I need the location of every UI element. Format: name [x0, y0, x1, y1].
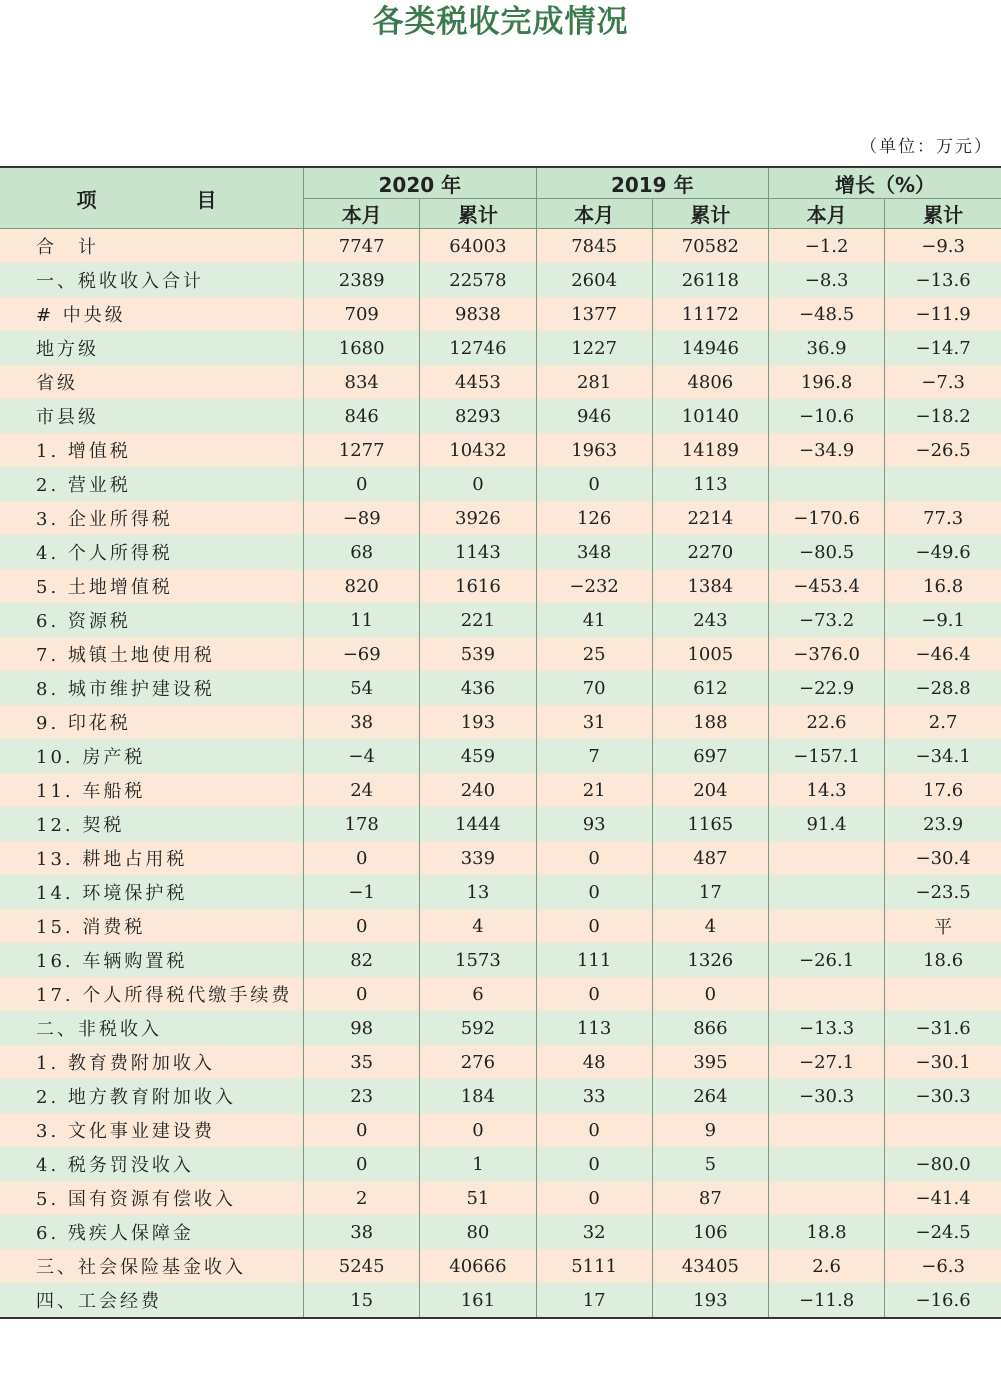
- cell-value: 1326: [652, 943, 768, 977]
- cell-value: 32: [536, 1215, 652, 1249]
- cell-value: 612: [652, 671, 768, 705]
- cell-value: −8.3: [768, 263, 884, 297]
- cell-value: 1165: [652, 807, 768, 841]
- cell-value: 51: [420, 1181, 536, 1215]
- cell-value: −30.4: [885, 841, 1001, 875]
- cell-value: 4: [420, 909, 536, 943]
- cell-value: 11172: [652, 297, 768, 331]
- cell-value: −30.1: [885, 1045, 1001, 1079]
- cell-value: 5245: [304, 1249, 420, 1283]
- table-row: [0, 807, 1001, 841]
- cell-value: −9.3: [885, 229, 1001, 264]
- row-label: 17. 个人所得税代缴手续费: [0, 977, 304, 1011]
- cell-value: 25: [536, 637, 652, 671]
- unit-label: （单位：万元）: [860, 137, 993, 157]
- cell-value: −157.1: [768, 739, 884, 773]
- row-label: 11. 车船税: [0, 773, 304, 807]
- cell-value: −26.5: [885, 433, 1001, 467]
- cell-value: 0: [536, 841, 652, 875]
- cell-value: 0: [536, 1113, 652, 1147]
- cell-value: 0: [536, 1147, 652, 1181]
- cell-value: 178: [304, 807, 420, 841]
- table-row: [0, 1079, 1001, 1113]
- cell-value: [768, 1181, 884, 1215]
- header-sub: 累计: [420, 199, 536, 229]
- cell-value: 12746: [420, 331, 536, 365]
- cell-value: 0: [652, 977, 768, 1011]
- table-header: [0, 167, 1001, 229]
- cell-value: −232: [536, 569, 652, 603]
- cell-value: [768, 841, 884, 875]
- cell-value: 276: [420, 1045, 536, 1079]
- cell-value: 1444: [420, 807, 536, 841]
- cell-value: 7845: [536, 229, 652, 264]
- cell-value: 1005: [652, 637, 768, 671]
- row-label: 3. 文化事业建设费: [0, 1113, 304, 1147]
- table-row: [0, 535, 1001, 569]
- row-label: 三、社会保险基金收入: [0, 1249, 304, 1283]
- cell-value: 697: [652, 739, 768, 773]
- cell-value: 2: [304, 1181, 420, 1215]
- cell-value: 2.6: [768, 1249, 884, 1283]
- table-row: [0, 1215, 1001, 1249]
- cell-value: 1573: [420, 943, 536, 977]
- cell-value: 4453: [420, 365, 536, 399]
- cell-value: 7747: [304, 229, 420, 264]
- table-row: [0, 705, 1001, 739]
- table-row: [0, 841, 1001, 875]
- cell-value: −376.0: [768, 637, 884, 671]
- cell-value: [768, 909, 884, 943]
- cell-value: 13: [420, 875, 536, 909]
- cell-value: 0: [536, 977, 652, 1011]
- cell-value: 35: [304, 1045, 420, 1079]
- cell-value: 48: [536, 1045, 652, 1079]
- cell-value: 2389: [304, 263, 420, 297]
- table-row: [0, 569, 1001, 603]
- cell-value: 126: [536, 501, 652, 535]
- cell-value: −14.7: [885, 331, 1001, 365]
- header-sub: 累计: [652, 199, 768, 229]
- cell-value: 11: [304, 603, 420, 637]
- cell-value: 1384: [652, 569, 768, 603]
- cell-value: 41: [536, 603, 652, 637]
- cell-value: 111: [536, 943, 652, 977]
- cell-value: 184: [420, 1079, 536, 1113]
- row-label: 3. 企业所得税: [0, 501, 304, 535]
- cell-value: −170.6: [768, 501, 884, 535]
- row-label: 5. 土地增值税: [0, 569, 304, 603]
- cell-value: 2604: [536, 263, 652, 297]
- cell-value: −31.6: [885, 1011, 1001, 1045]
- cell-value: 93: [536, 807, 652, 841]
- row-label: 省级: [0, 365, 304, 399]
- cell-value: −34.1: [885, 739, 1001, 773]
- cell-value: 1227: [536, 331, 652, 365]
- row-label: 7. 城镇土地使用税: [0, 637, 304, 671]
- cell-value: 866: [652, 1011, 768, 1045]
- cell-value: 26118: [652, 263, 768, 297]
- cell-value: 9838: [420, 297, 536, 331]
- cell-value: −4: [304, 739, 420, 773]
- cell-value: 82: [304, 943, 420, 977]
- cell-value: −7.3: [885, 365, 1001, 399]
- cell-value: −453.4: [768, 569, 884, 603]
- row-label: 合 计: [0, 229, 304, 264]
- cell-value: 0: [304, 977, 420, 1011]
- cell-value: 281: [536, 365, 652, 399]
- cell-value: 0: [304, 467, 420, 501]
- cell-value: 243: [652, 603, 768, 637]
- cell-value: 77.3: [885, 501, 1001, 535]
- table-row: [0, 1045, 1001, 1079]
- header-item: 项 目: [0, 167, 304, 229]
- cell-value: −22.9: [768, 671, 884, 705]
- cell-value: 264: [652, 1079, 768, 1113]
- cell-value: 395: [652, 1045, 768, 1079]
- cell-value: −1.2: [768, 229, 884, 264]
- cell-value: 87: [652, 1181, 768, 1215]
- cell-value: [768, 1147, 884, 1181]
- row-label: 一、税收收入合计: [0, 263, 304, 297]
- cell-value: [768, 875, 884, 909]
- cell-value: −73.2: [768, 603, 884, 637]
- table-row: [0, 977, 1001, 1011]
- header-sub: 本月: [768, 199, 884, 229]
- cell-value: 0: [304, 1113, 420, 1147]
- table-row: [0, 1181, 1001, 1215]
- cell-value: 10140: [652, 399, 768, 433]
- cell-value: 459: [420, 739, 536, 773]
- table-row: [0, 1011, 1001, 1045]
- cell-value: −80.0: [885, 1147, 1001, 1181]
- cell-value: 193: [420, 705, 536, 739]
- cell-value: 0: [420, 467, 536, 501]
- cell-value: −49.6: [885, 535, 1001, 569]
- cell-value: 188: [652, 705, 768, 739]
- cell-value: 161: [420, 1283, 536, 1318]
- table-row: [0, 263, 1001, 297]
- header-sub: 本月: [304, 199, 420, 229]
- cell-value: −46.4: [885, 637, 1001, 671]
- cell-value: 9: [652, 1113, 768, 1147]
- cell-value: −1: [304, 875, 420, 909]
- cell-value: −27.1: [768, 1045, 884, 1079]
- cell-value: −30.3: [885, 1079, 1001, 1113]
- cell-value: 0: [304, 841, 420, 875]
- table-row: [0, 603, 1001, 637]
- cell-value: 0: [536, 909, 652, 943]
- table-row: [0, 297, 1001, 331]
- cell-value: 539: [420, 637, 536, 671]
- cell-value: [885, 1113, 1001, 1147]
- cell-value: 0: [536, 875, 652, 909]
- table-row: [0, 467, 1001, 501]
- row-label: 2. 地方教育附加收入: [0, 1079, 304, 1113]
- row-label: 6. 资源税: [0, 603, 304, 637]
- cell-value: 98: [304, 1011, 420, 1045]
- cell-value: 1616: [420, 569, 536, 603]
- cell-value: 820: [304, 569, 420, 603]
- table-row: [0, 671, 1001, 705]
- cell-value: 846: [304, 399, 420, 433]
- cell-value: 113: [652, 467, 768, 501]
- cell-value: 436: [420, 671, 536, 705]
- cell-value: [885, 467, 1001, 501]
- cell-value: 221: [420, 603, 536, 637]
- table-row: [0, 365, 1001, 399]
- cell-value: [768, 1113, 884, 1147]
- cell-value: −6.3: [885, 1249, 1001, 1283]
- row-label: # 中央级: [0, 297, 304, 331]
- cell-value: 193: [652, 1283, 768, 1318]
- cell-value: −28.8: [885, 671, 1001, 705]
- row-label: 12. 契税: [0, 807, 304, 841]
- cell-value: 3926: [420, 501, 536, 535]
- cell-value: −89: [304, 501, 420, 535]
- cell-value: 592: [420, 1011, 536, 1045]
- row-label: 地方级: [0, 331, 304, 365]
- cell-value: 1377: [536, 297, 652, 331]
- table-body: [0, 229, 1001, 1319]
- cell-value: −16.6: [885, 1283, 1001, 1318]
- cell-value: 16.8: [885, 569, 1001, 603]
- cell-value: 43405: [652, 1249, 768, 1283]
- cell-value: 70: [536, 671, 652, 705]
- cell-value: [768, 977, 884, 1011]
- cell-value: 22578: [420, 263, 536, 297]
- table-row: [0, 1113, 1001, 1147]
- cell-value: 54: [304, 671, 420, 705]
- cell-value: 40666: [420, 1249, 536, 1283]
- cell-value: 70582: [652, 229, 768, 264]
- row-label: 9. 印花税: [0, 705, 304, 739]
- cell-value: 17: [652, 875, 768, 909]
- cell-value: 1963: [536, 433, 652, 467]
- cell-value: −10.6: [768, 399, 884, 433]
- cell-value: 1277: [304, 433, 420, 467]
- cell-value: 22.6: [768, 705, 884, 739]
- cell-value: −24.5: [885, 1215, 1001, 1249]
- cell-value: 2270: [652, 535, 768, 569]
- header-year-2020: 2020 年: [304, 167, 536, 199]
- row-label: 1. 教育费附加收入: [0, 1045, 304, 1079]
- cell-value: −30.3: [768, 1079, 884, 1113]
- cell-value: −9.1: [885, 603, 1001, 637]
- cell-value: 240: [420, 773, 536, 807]
- row-label: 14. 环境保护税: [0, 875, 304, 909]
- row-label: 市县级: [0, 399, 304, 433]
- cell-value: −23.5: [885, 875, 1001, 909]
- cell-value: 106: [652, 1215, 768, 1249]
- cell-value: 204: [652, 773, 768, 807]
- cell-value: 10432: [420, 433, 536, 467]
- cell-value: 15: [304, 1283, 420, 1318]
- row-label: 5. 国有资源有偿收入: [0, 1181, 304, 1215]
- cell-value: 339: [420, 841, 536, 875]
- table-row: [0, 1147, 1001, 1181]
- cell-value: 24: [304, 773, 420, 807]
- cell-value: [885, 977, 1001, 1011]
- cell-value: 1: [420, 1147, 536, 1181]
- page-title: 各类税收完成情况: [372, 4, 629, 40]
- cell-value: 17: [536, 1283, 652, 1318]
- cell-value: 33: [536, 1079, 652, 1113]
- cell-value: 2.7: [885, 705, 1001, 739]
- table-row: [0, 229, 1001, 264]
- cell-value: 38: [304, 1215, 420, 1249]
- table-row: [0, 501, 1001, 535]
- cell-value: 64003: [420, 229, 536, 264]
- cell-value: 21: [536, 773, 652, 807]
- header-year-2019: 2019 年: [536, 167, 768, 199]
- cell-value: −13.6: [885, 263, 1001, 297]
- row-label: 15. 消费税: [0, 909, 304, 943]
- header-growth: 增长（%）: [768, 167, 1001, 199]
- cell-value: 23: [304, 1079, 420, 1113]
- cell-value: −13.3: [768, 1011, 884, 1045]
- cell-value: 0: [536, 467, 652, 501]
- row-label: 1. 增值税: [0, 433, 304, 467]
- table-row: [0, 773, 1001, 807]
- cell-value: 5: [652, 1147, 768, 1181]
- cell-value: −34.9: [768, 433, 884, 467]
- header-sub: 本月: [536, 199, 652, 229]
- cell-value: 14946: [652, 331, 768, 365]
- cell-value: 196.8: [768, 365, 884, 399]
- cell-value: 0: [536, 1181, 652, 1215]
- cell-value: 91.4: [768, 807, 884, 841]
- cell-value: 4806: [652, 365, 768, 399]
- cell-value: 946: [536, 399, 652, 433]
- cell-value: −69: [304, 637, 420, 671]
- cell-value: 17.6: [885, 773, 1001, 807]
- cell-value: 5111: [536, 1249, 652, 1283]
- cell-value: 31: [536, 705, 652, 739]
- table-row: [0, 943, 1001, 977]
- cell-value: 18.8: [768, 1215, 884, 1249]
- cell-value: 14189: [652, 433, 768, 467]
- row-label: 二、非税收入: [0, 1011, 304, 1045]
- cell-value: 38: [304, 705, 420, 739]
- row-label: 四、工会经费: [0, 1283, 304, 1318]
- cell-value: 平: [885, 909, 1001, 943]
- row-label: 2. 营业税: [0, 467, 304, 501]
- row-label: 4. 税务罚没收入: [0, 1147, 304, 1181]
- cell-value: 8293: [420, 399, 536, 433]
- cell-value: 1680: [304, 331, 420, 365]
- row-label: 10. 房产税: [0, 739, 304, 773]
- row-label: 8. 城市维护建设税: [0, 671, 304, 705]
- table-row: [0, 637, 1001, 671]
- cell-value: −11.9: [885, 297, 1001, 331]
- cell-value: 36.9: [768, 331, 884, 365]
- cell-value: 23.9: [885, 807, 1001, 841]
- row-label: 13. 耕地占用税: [0, 841, 304, 875]
- table-row: [0, 1283, 1001, 1318]
- table-row: [0, 909, 1001, 943]
- cell-value: 348: [536, 535, 652, 569]
- table-row: [0, 399, 1001, 433]
- cell-value: 18.6: [885, 943, 1001, 977]
- cell-value: −11.8: [768, 1283, 884, 1318]
- table-row: [0, 1249, 1001, 1283]
- table-row: [0, 433, 1001, 467]
- row-label: 4. 个人所得税: [0, 535, 304, 569]
- tax-table: [0, 166, 1001, 1319]
- cell-value: 14.3: [768, 773, 884, 807]
- cell-value: 2214: [652, 501, 768, 535]
- cell-value: 80: [420, 1215, 536, 1249]
- cell-value: 6: [420, 977, 536, 1011]
- cell-value: 709: [304, 297, 420, 331]
- cell-value: −18.2: [885, 399, 1001, 433]
- cell-value: 487: [652, 841, 768, 875]
- table-row: [0, 739, 1001, 773]
- cell-value: 834: [304, 365, 420, 399]
- cell-value: [768, 467, 884, 501]
- cell-value: 1143: [420, 535, 536, 569]
- cell-value: −48.5: [768, 297, 884, 331]
- cell-value: −41.4: [885, 1181, 1001, 1215]
- row-label: 6. 残疾人保障金: [0, 1215, 304, 1249]
- cell-value: 7: [536, 739, 652, 773]
- cell-value: −26.1: [768, 943, 884, 977]
- cell-value: 0: [420, 1113, 536, 1147]
- cell-value: 68: [304, 535, 420, 569]
- cell-value: 0: [304, 909, 420, 943]
- header-sub: 累计: [885, 199, 1001, 229]
- cell-value: 0: [304, 1147, 420, 1181]
- cell-value: 4: [652, 909, 768, 943]
- cell-value: 113: [536, 1011, 652, 1045]
- row-label: 16. 车辆购置税: [0, 943, 304, 977]
- table-row: [0, 875, 1001, 909]
- cell-value: −80.5: [768, 535, 884, 569]
- table-row: [0, 331, 1001, 365]
